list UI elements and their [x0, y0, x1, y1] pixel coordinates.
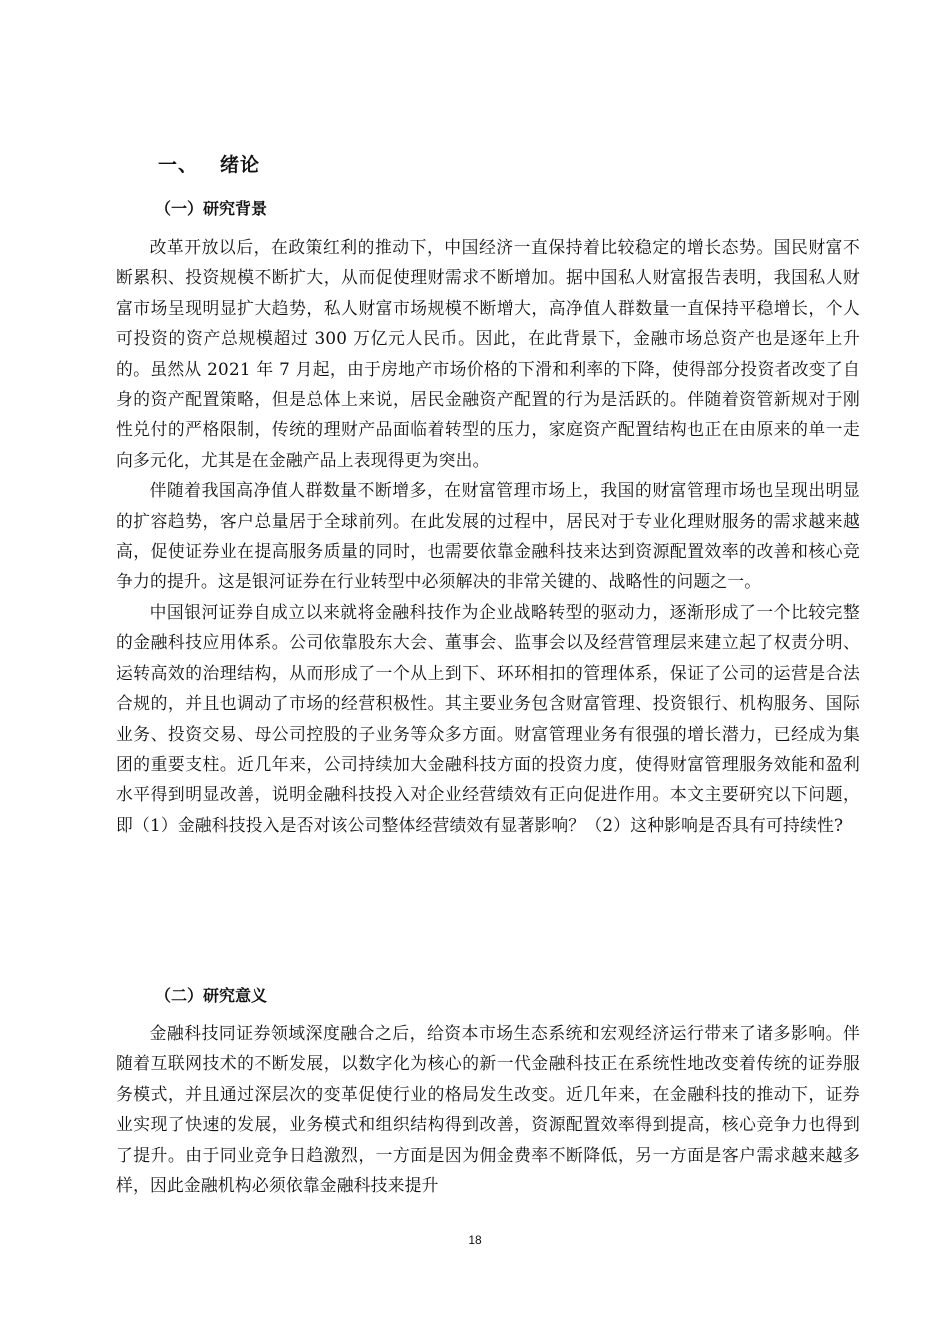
paragraph: 改革开放以后，在政策红利的推动下，中国经济一直保持着比较稳定的增长态势。国民财富不断累积、投资规模不断扩大，从而促使理财需求不断增加。据中国私人财富报告表明，我国私人财富市场呈现明显扩大趋势，私人财富市场规模不断增大，高净值人群数量一直保持平稳增长，个人可投资的资产总规模超过 300 万亿元人民币。因此，在此背景下，金融市场总资产也是逐年上升的。虽然从 2021 年 7 月起，由于房地产市场价格的下滑和利率的下降，使得部分投资者改变了自身的资产配置策略，但是总体上来说，居民金融资产配置的行为是活跃的。伴随着资管新规对于刚性兑付的严格限制，传统的理财产品面临着转型的压力，家庭资产配置结构也正在由原来的单一走向多元化，尤其是在金融产品上表现得更为突出。: [116, 237, 860, 470]
background-body: [116, 232, 860, 840]
section-title: 绪论: [220, 154, 261, 176]
paragraph: 金融科技同证券领域深度融合之后，给资本市场生态系统和宏观经济运行带来了诸多影响。伴随着互联网技术的不断发展，以数字化为核心的新一代金融科技正在系统性地改变着传统的证券服务模式，并且通过深层次的变革促使行业的格局发生改变。近几年来，在金融科技的推动下，证券业实现了快速的发展，业务模式和组织结构得到改善，资源配置效率得到提高，核心竞争力也得到了提升。由于同业竞争日趋激烈，一方面是因为佣金费率不断降低，另一方面是客户需求越来越多样，因此金融机构必须依靠金融科技来提升: [116, 1023, 860, 1196]
subsection-heading-significance: （二）研究意义: [155, 986, 268, 1005]
subsection-heading-background: （一）研究背景: [155, 199, 268, 218]
section-heading: [158, 150, 260, 177]
paragraph: 中国银河证券自成立以来就将金融科技作为企业战略转型的驱动力，逐渐形成了一个比较完整的金融科技应用体系。公司依靠股东大会、董事会、监事会以及经营管理层来建立起了权责分明、运转高效的治理结构，从而形成了一个从上到下、环环相扣的管理体系，保证了公司的运营是合法合规的，并且也调动了市场的经营积极性。其主要业务包含财富管理、投资银行、机构服务、国际业务、投资交易、母公司控股的子业务等众多方面。财富管理业务有很强的增长潜力，已经成为集团的重要支柱。近几年来，公司持续加大金融科技方面的投资力度，使得财富管理服务效能和盈利水平得到明显改善，说明金融科技投入对企业经营绩效有正向促进作用。本文主要研究以下问题，即（1）金融科技投入是否对该公司整体经营绩效有显著影响？（2）这种影响是否具有可持续性?: [116, 601, 860, 835]
significance-body: [116, 1018, 860, 1200]
page-number: 18: [468, 1233, 482, 1247]
paragraph: 伴随着我国高净值人群数量不断增多，在财富管理市场上，我国的财富管理市场也呈现出明显的扩容趋势，客户总量居于全球前列。在此发展的过程中，居民对于专业化理财服务的需求越来越高，促使证券业在提高服务质量的同时，也需要依靠金融科技来达到资源配置效率的改善和核心竞争力的提升。这是银河证券在行业转型中必须解决的非常关键的、战略性的问题之一。: [116, 480, 860, 592]
section-number: 一、: [158, 154, 199, 176]
